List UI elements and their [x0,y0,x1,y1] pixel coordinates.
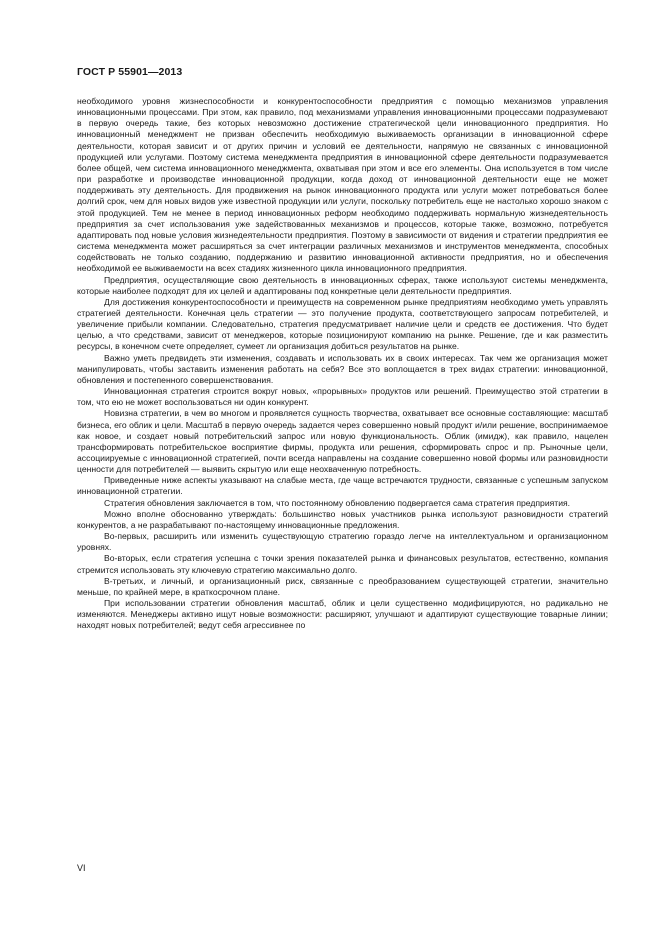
paragraph: Инновационная стратегия строится вокруг новых, «прорывных» продуктов или решений. Преимущество этой стратегии в том, что ею не может воспользоваться ни один конкурент. [77,386,608,408]
paragraph: Можно вполне обоснованно утверждать: большинство новых участников рынка используют разновидности стратегий конкурентов, а не разрабатывают по-настоящему инновационные предложения. [77,508,608,530]
paragraph: Важно уметь предвидеть эти изменения, создавать и использовать их в своих интересах. Так чем же организация может манипулировать, чтобы заставить изменения работать на себя? Все это воплощается в трех видах стратегии: инновационной, обновления и постепенного совершенствования. [77,352,608,385]
paragraph: В-третьих, и личный, и организационный риск, связанные с преобразованием существующей стратегии, значительно меньше, по крайней мере, в краткосрочном плане. [77,575,608,597]
paragraph: Предприятия, осуществляющие свою деятельность в инновационных сферах, также используют системы менеджмента, которые наиболее подходят для их целей и адаптированы под конкретные цели деятельности предприятия. [77,274,608,296]
paragraph: Во-вторых, если стратегия успешна с точки зрения показателей рынка и финансовых результатов, естественно, компания стремится использовать эту ключевую стратегию максимально долго. [77,553,608,575]
paragraph: Для достижения конкурентоспособности и преимуществ на современном рынке предприятиям необходимо уметь управлять стратегией деятельности. Конечная цель стратегии — это получение продукта, соответствующего запросам потребителей, и увеличение прибыли компании. Следовательно, стратегия предусматривает наличие цели и средств ее достижения. Что будет целью, а что средствами, зависит от менеджеров, которые позиционируют компанию на рынке. Решение, где и как разместить ресурсы, в конечном счете определяет, сумеет ли организация добиться результатов на рынке. [77,296,608,352]
paragraph: Приведенные ниже аспекты указывают на слабые места, где чаще встречаются трудности, связанные с успешным запуском инновационной стратегии. [77,475,608,497]
page-number: VI [77,863,86,873]
document-body [77,96,608,632]
document-header: ГОСТ Р 55901—2013 [77,66,183,78]
paragraph: При использовании стратегии обновления масштаб, облик и цели существенно модифицируются, но радикально не изменяются. Менеджеры активно ищут новые возможности: расширяют, улучшают и адаптируют существующие товарные линии; находят новых потребителей; ведут себя агрессивнее по [77,598,608,631]
paragraph: Новизна стратегии, в чем во многом и проявляется сущность творчества, охватывает все основные составляющие: масштаб бизнеса, его облик и цели. Масштаб в первую очередь задается через совершенно новый продукт и/или решение, воспринимаемое как новое, и создает новый потребительский запрос или новую функциональность. Облик (имидж), как правило, нацелен трансформировать потребительское восприятие фирмы, продукта или решения, сформировать спрос и пр. Рыночные цели, ассоциируемые с инновационной стратегией, почти всегда направлены на создание совершенно новой формы или разновидности ценности для потребителей — выявить скрытую или еще неохваченную потребность. [77,408,608,475]
paragraph: Во-первых, расширить или изменить существующую стратегию гораздо легче на интеллектуальном и организационном уровнях. [77,531,608,553]
paragraph: необходимого уровня жизнеспособности и конкурентоспособности предприятия с помощью механизмов управления инновационными процессами. При этом, как правило, под механизмами управления инновационными процессами подразумевают в первую очередь такие, без которых невозможно достижение стратегической цели инновационного предприятия. Но инновационный менеджмент не призван обеспечить необходимую выживаемость организации в инновационной сфере деятельности, которая зависит и от других причин и условий ее деятельности, напрямую не связанных с инновационной продукцией или услугами. Поэтому система менеджмента предприятия в инновационной сфере деятельности подразумевается более общей, чем система инновационного менеджмента, охватывая при этом и все его элементы. Она используется в том числе при разработке и производстве инновационной продукции, когда доход от инновационной деятельности еще не может поддерживать эту деятельность. Для продвижения на рынок инновационного продукта или услуги может потребоваться более долгий срок, чем для новых видов уже известной продукции или услуги, поскольку потребитель еще не настолько хорошо знаком с этой продукцией. Тем не менее в период инновационных реформ необходимо поддерживать нормальную жизнедеятельность предприятия за счет использования уже задействованных механизмов и процессов, которые также, возможно, потребуется адаптировать под новые условия жизнедеятельности предприятия. Поэтому в зависимости от видения и стратегии предприятия ее система менеджмента может расширяться за счет интеграции различных механизмов и инструментов менеджмента, способных содействовать не только созданию, поддержанию и развитию инновационной активности предприятия, но и обеспечения необходимой ее выживаемости на всех стадиях жизненного цикла инновационного предприятия. [77,96,608,274]
paragraph: Стратегия обновления заключается в том, что постоянному обновлению подвергается сама стратегия предприятия. [104,497,571,508]
